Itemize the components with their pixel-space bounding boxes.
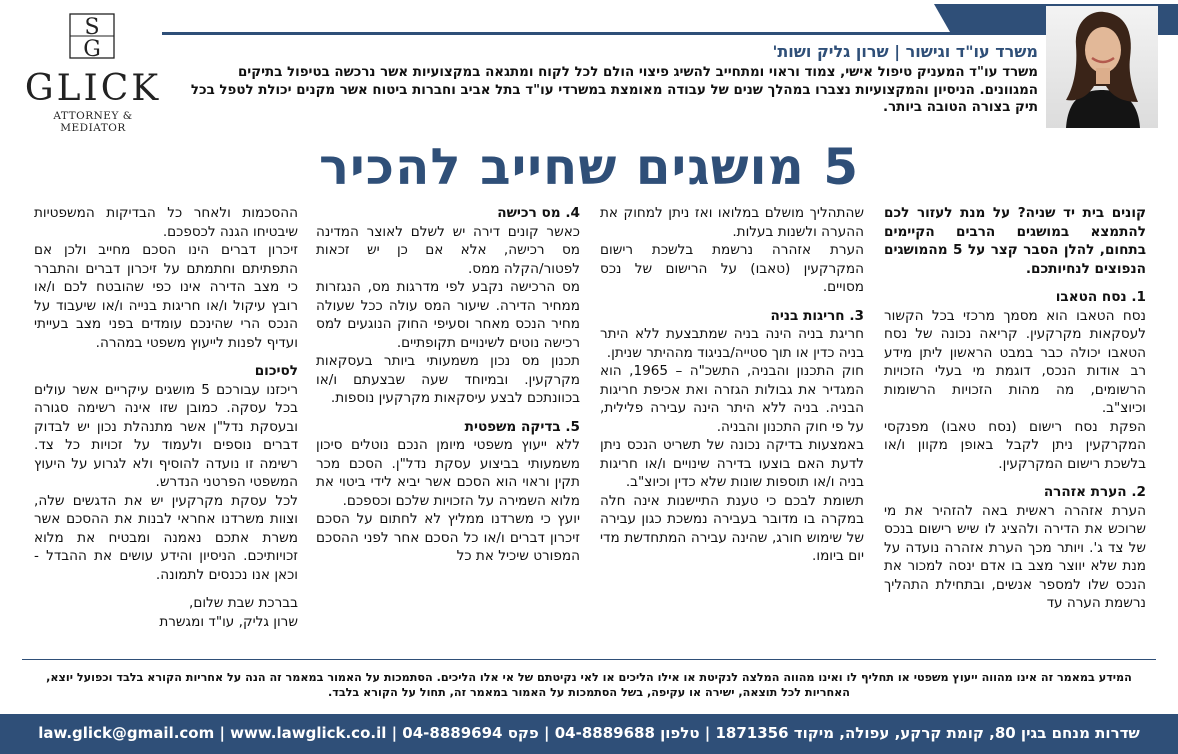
signature-name: שרון גליק, עו"ד ומגשרת (159, 613, 298, 630)
column-2 (600, 204, 864, 566)
heading-warning-note: 2. הערת אזהרה (1043, 484, 1146, 500)
paragraph: תכנון מס נכון משמעותי ביותר בעסקאות מקרקעין. ובמיוחד שעה שבצעתם ו/או בכוונתכם לבצע עיסקאות מקרקעין נוספות. (316, 353, 580, 406)
header-rule (162, 32, 1178, 35)
monogram-s: S (84, 15, 100, 40)
article-title: 5 מושגים שחייב להכיר (318, 138, 860, 196)
heading-summary: לסיכום (254, 363, 298, 379)
paragraph: הפקת נסח רישום (נסח טאבו) מפנקסי המקרקעין ניתן לקבל באופן מקוון ו/או בלשכת רישום המקרקעין. (884, 418, 1146, 472)
paragraph: לכל עסקת מקרקעין יש את הדגשים שלה, וצוות משרדנו אחראי לבנות את ההסכם אשר משרת אתכם נאמנה ומבטיח את מלוא זכויותיכם. הניסיון והידע עושים את ההבדל - וכאן אנו נכנסים לתמונה. (34, 492, 298, 583)
column-4 (34, 204, 298, 631)
firm-description: משרד עו"ד המעניק טיפול אישי, צמוד וראוי ומתחייב להשיג פיצוי הולם לכל לקוח ומתגאה במקצועיות אשר נרכשה בטיפול בתיקים המגוונים. הניסיון והמקצועיות נצברו במהלך שנים של עבודה מאומצת במשרדי עו"ד בתל אביב וחברות ביטוח אשר מקנים יכולת לטפל בכל תיק בצורה הטובה ביותר. (190, 65, 1038, 115)
paragraph: ההסכמות ולאחר כל הבדיקות המשפטיות שיבטיחו הגנה לכספכם. (34, 205, 298, 240)
paragraph: זיכרון דברים הינו הסכם מחייב ולכן אם התפתיתם וחתמתם על זיכרון דברים והתברר כי מצב הדירה אינו כפי שהובטח לכם ו/או רובץ עיקול ו/או חריגות בנייה ו/או שיעבוד על הנכס הרי שהינכם עומדים בפני מצב בעייתי ועדיף לפנות לייעוץ משפטי במהרה. (34, 242, 298, 351)
heading-building-violations: 3. חריגות בניה (770, 307, 864, 324)
column-3 (316, 204, 580, 566)
heading-tabu-extract: 1. נסח הטאבו (1055, 289, 1146, 305)
heading-purchase-tax: 4. מס רכישה (497, 205, 580, 221)
paragraph: חוק התכנון והבניה, התשכ"ה – 1965, הוא המגדיר את גבולות הגזרה ואת אכיפת חריגות הבניה. בניה ללא היתר הינה עבירה פלילית, על פי חוק התכנון והבניה. (600, 363, 864, 435)
monogram-g: G (83, 37, 101, 62)
paragraph: חריגת בניה הינה בניה שמתבצעת ללא היתר בניה כדין או תוך סטייה/בניגוד מההיתר שניתן. (600, 326, 864, 361)
portrait-photo (1046, 6, 1158, 128)
paragraph: תשומת לבכם כי טענת התיישנות אינה חלה במקרה בו מדובר בעבירה נמשכת כגון עבירה של שימוש חורג, שהינה עבירה המתחדשת מדי יום ביומו. (600, 492, 864, 564)
paragraph: נסח הטאבו הוא מסמך מרכזי בכל הקשור לעסקאות מקרקעין. קריאה נכונה של נסח הטאבו יכולה כבר במבט הראשון ליתן מידע רב אודות הנכס, דוגמת מי בעלי הזכויות הרשומים, מה מהות הזכויות הרשומות וכיוצ"ב. (884, 307, 1146, 416)
monogram-icon (66, 10, 118, 62)
portrait-icon (1046, 6, 1158, 128)
paragraph: ריכזנו עבורכם 5 מושגים עיקריים אשר עולים בכל עסקה. כמובן שזו אינה רשימה סגורה ובעסקת נדל"ן אשר מתנהלת נכון יש לבדוק דברים נוספים ולעמוד על זכויות כל צד. רשימה זו נועדה להוסיף ולא לגרוע על היעוץ המשפטי הפרטני הנדרש. (34, 381, 298, 490)
disclaimer: המידע במאמר זה אינו מהווה ייעוץ משפטי או תחליף לו ואינו מהווה המלצה לנקיטת או אילו הליכים או לאי נקיטתם של אי אלו הליכים. הסתמכות על האמור במאמר זה הנה על אחריות הקורא בלבד וכפועל יוצא, האחריות לכל תוצאה, ישירה או עקיפה, בשל הסתמכות על האמור במאמר זה, תחול על הקורא בלבד. (46, 671, 1132, 699)
logo-word: GLICK (24, 68, 162, 109)
paragraph: הערת אזהרה נרשמת בלשכת רישום המקרקעין (טאבו) על הרישום של נכס מסויים. (600, 242, 864, 295)
logo-subtitle: ATTORNEY & MEDIATOR (53, 110, 133, 134)
contact-footer[interactable]: שדרות מנחם בגין 80, קומת קרקע, עפולה, מיקוד 1871356 | טלפון 04-8889688 | פקס 04-8889694 | law.glick@gmail.com | www.lawglick.co.il (0, 714, 1178, 754)
signature-greeting: בברכת שבת שלום, (189, 595, 298, 611)
paragraph: מס הרכישה נקבע לפי מדרגות מס, הנגזרות ממחיר הדירה. שיעור המס עולה ככל שעולה מחיר הנכס מאחר וסעיפי החוק הנוגעים למס רכישה נוטים לשינויים תקופתיים. (316, 279, 580, 351)
paragraph: כאשר קונים דירה יש לשלם לאוצר המדינה מס רכישה, אלא אם כן יש זכאות לפטור/הקלה ממס. (316, 223, 580, 277)
intro-lead: קונים בית יד שניה? על מנת לעזור לכם להתמצא במושגים הרבים הקיימים בתחום, להלן הסבר קצר על 5 מהמושגים הנפוצים לנחיותכם. (884, 205, 1147, 277)
paragraph: ללא ייעוץ משפטי מיומן הנכם נוטלים סיכון משמעותי בביצוע עסקת נדל"ן. הסכם מכר תקין וראוי הוא הסכם אשר יביא לידי ביטוי את מלוא השמירה על הזכויות שלכם וכספכם. (316, 437, 580, 509)
paragraph: הערת אזהרה ראשית באה להזהיר את מי שרוכש את הדירה ולהציג לו שיש רישום בנכס של צד ג'. ויותר מכך הערת אזהרה נועדה על מנת שלא יווצר מצב בו אדם ינסה למכור את הנכס שלו למספר אנשים, ובתחילת התהליך נרשמת הערה עד (884, 502, 1146, 611)
firm-name: משרד עו"ד וגישור | שרון גליק ושות' (772, 42, 1038, 61)
heading-legal-check: 5. בדיקה משפטית (464, 418, 580, 435)
paragraph: שהתהליך מושלם במלואו ואז ניתן למחוק את ההערה ולשנות בעלות. (600, 205, 864, 240)
paragraph: יועץ כי משרדנו ממליץ לא לחתום על הסכם זיכרון דברים ו/או כל הסכם אחר לפני ההסכם המפורט שיכיל את כל (316, 511, 580, 564)
column-1 (884, 204, 1146, 613)
paragraph: באמצעות בדיקה נכונה של תשריט הנכס ניתן לדעת האם בוצעו בדירה שינויים ו/או חריגות בניה ו/או תוספות שונות שלא כדין וכיוצ"ב. (600, 437, 864, 490)
firm-logo (22, 10, 164, 134)
